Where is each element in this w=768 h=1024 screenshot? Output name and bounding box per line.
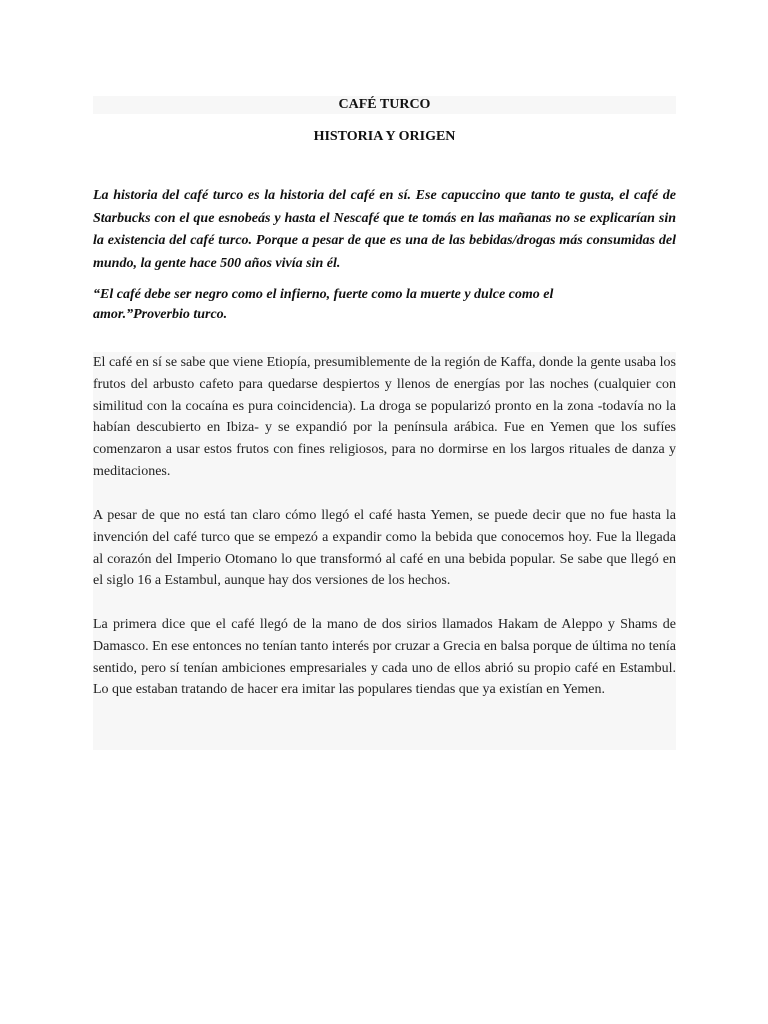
body-paragraph-origin: El café en sí se sabe que viene Etiopía, presumiblemente de la región de Kaffa, donde la gente usaba los frutos del arbusto cafeto para quedarse despiertos y llenos de energías por las noches (cualquier con similitud con la cocaína es pura coincidencia). La droga se popularizó pronto en la zona -todavía no la habían descubierto en Ibiza- y se expandió por la península arábica. Fue en Yemen que los sufíes comenzaron a usar estos frutos con fines religiosos, para no dormirse en los largos rituales de danza y meditaciones.: [93, 355, 676, 479]
body-paragraph-yemen: A pesar de que no está tan claro cómo llegó el café hasta Yemen, se puede decir que no fue hasta la invención del café turco que se empezó a expandir como la bebida que conocemos hoy. Fue la llegada al corazón del Imperio Otomano lo que transformó al café en una bebida popular. Se sabe que llegó en el siglo 16 a Estambul, aunque hay dos versiones de los hechos.: [93, 508, 676, 589]
intro-paragraph: La historia del café turco es la historia del café en sí. Ese capuccino que tanto te gusta, el café de Starbucks con el que esnobeás y hasta el Nescafé que te tomás en las mañanas no se explicarían sin la existencia del café turco. Porque a pesar de que es una de las bebidas/drogas más consumidas del mundo, la gente hace 500 años vivía sin él.: [93, 188, 676, 271]
document-title: CAFÉ TURCO: [338, 97, 431, 112]
proverb-quote: “El café debe ser negro como el infierno, fuerte como la muerte y dulce como el amor.”Proverbio turco.: [93, 287, 554, 322]
document-subtitle: HISTORIA Y ORIGEN: [313, 129, 456, 144]
body-paragraph-first-version: La primera dice que el café llegó de la mano de dos sirios llamados Hakam de Aleppo y Shams de Damasco. En ese entonces no tenían tanto interés por cruzar a Grecia en balsa porque de última no tenía sentido, pero sí tenían ambiciones empresariales y cada uno de ellos abrió su propio café en Estambul. Lo que estaban tratando de hacer era imitar las populares tiendas que ya existían en Yemen.: [93, 617, 676, 698]
